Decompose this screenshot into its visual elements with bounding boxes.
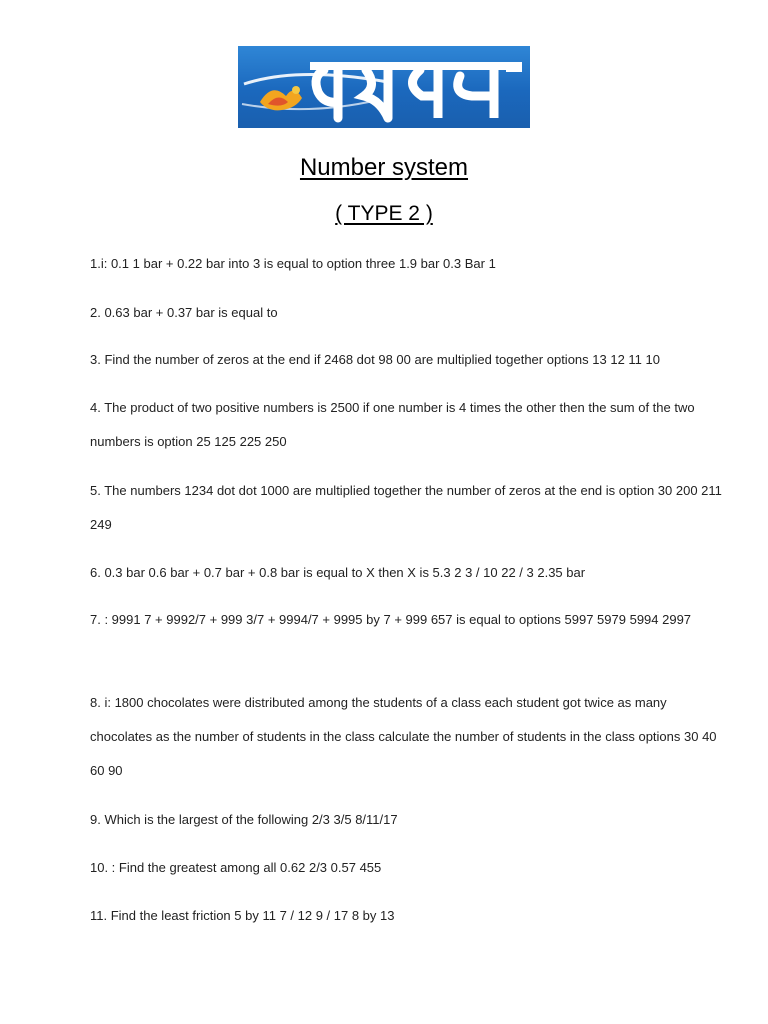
question-11: 11. Find the least friction 5 by 11 7 / 12 9 / 17 8 by 13 <box>90 908 395 923</box>
question-7: 7. : 9991 7 + 9992/7 + 999 3/7 + 9994/7 + 9995 by 7 + 999 657 is equal to options 5997 5979 5994 2997 <box>90 612 692 627</box>
question-10: 10. : Find the greatest among all 0.62 2/3 0.57 455 <box>90 860 382 875</box>
question-1: 1.i: 0.1 1 bar + 0.22 bar into 3 is equal to option three 1.9 bar 0.3 Bar 1 <box>90 256 496 271</box>
question-5: 5. The numbers 1234 dot dot 1000 are multiplied together the number of zeros at the end is option 30 200 211 249 <box>90 483 722 532</box>
question-9: 9. Which is the largest of the following 2/3 3/5 8/11/17 <box>90 812 398 827</box>
atulya-logo <box>238 46 530 128</box>
question-8: 8. i: 1800 chocolates were distributed among the students of a class each student got twice as many chocolates as the number of students in the class calculate the number of students in the class options 30 40 60 90 <box>90 695 717 778</box>
question-6: 6. 0.3 bar 0.6 bar + 0.7 bar + 0.8 bar is equal to X then X is 5.3 2 3 / 10 22 / 3 2.35 bar <box>90 565 586 580</box>
question-2: 2. 0.63 bar + 0.37 bar is equal to <box>90 305 278 320</box>
question-4: 4. The product of two positive numbers is 2500 if one number is 4 times the other then the sum of the two numbers is option 25 125 225 250 <box>90 400 695 449</box>
document-subtitle: ( TYPE 2 ) <box>335 202 433 225</box>
logo-graphic <box>238 46 530 128</box>
document-title: Number system <box>299 154 469 181</box>
question-3: 3. Find the number of zeros at the end if 2468 dot 98 00 are multiplied together options 13 12 11 10 <box>90 352 660 367</box>
